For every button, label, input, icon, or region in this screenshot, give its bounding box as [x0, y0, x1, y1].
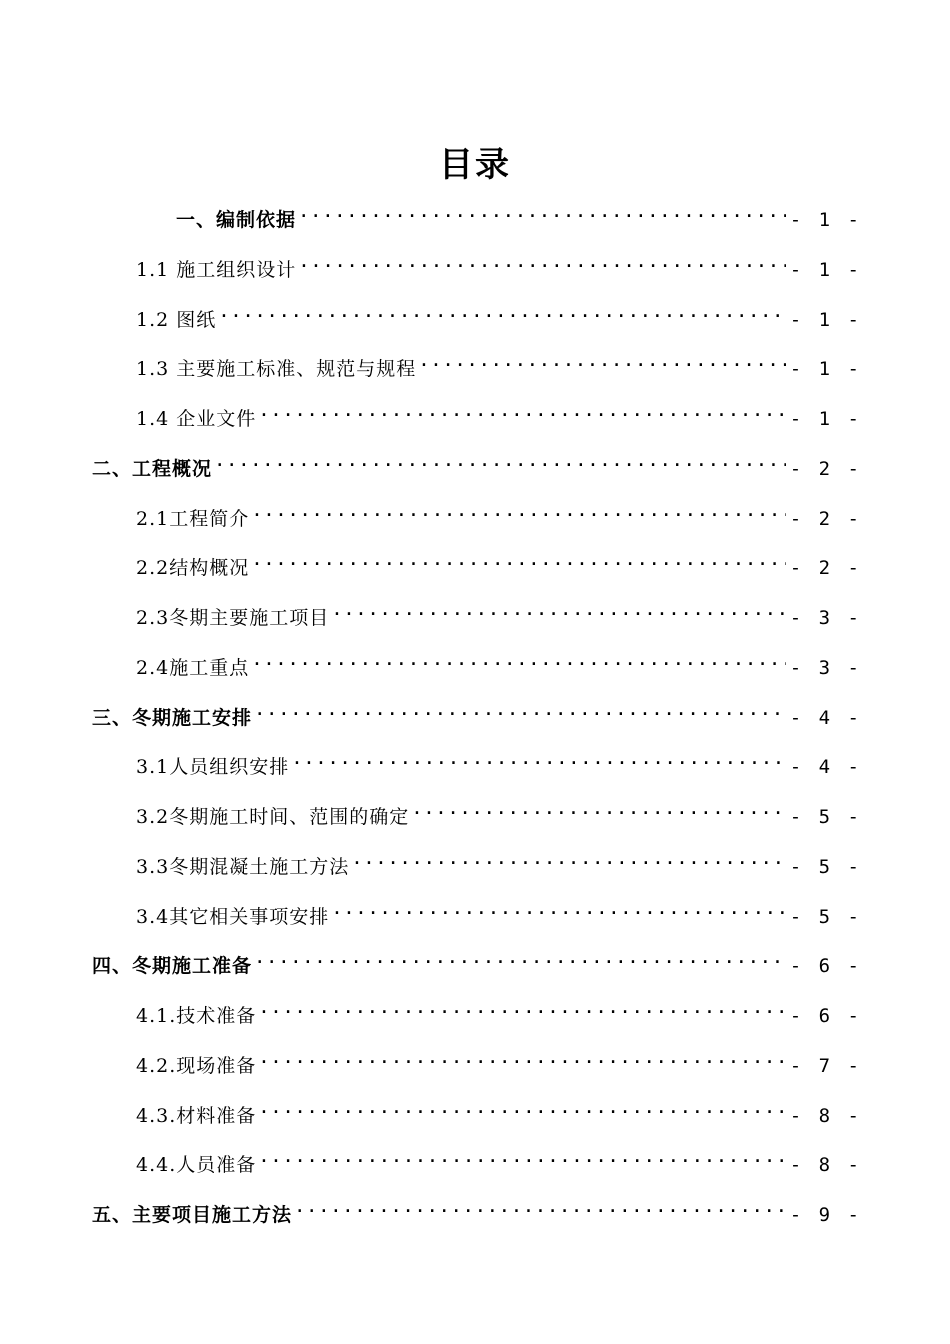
toc-entry-label: 1.1 施工组织设计	[136, 258, 297, 281]
toc-page-number: - 4 -	[789, 756, 862, 779]
toc-entry-label: 4.4.人员准备	[136, 1154, 257, 1177]
toc-entry-label: 3.2冬期施工时间、范围的确定	[136, 806, 410, 828]
toc-page-number: - 5 -	[789, 806, 862, 828]
toc-subsection-entry[interactable]	[136, 992, 862, 1027]
toc-dot-leader	[329, 893, 786, 923]
toc-subsection-entry[interactable]	[136, 345, 862, 381]
toc-entry-label: 4.1.技术准备	[136, 1005, 257, 1027]
toc-dot-leader	[256, 1092, 786, 1122]
toc-page-number: - 1 -	[789, 308, 862, 331]
toc-dot-leader	[296, 246, 786, 276]
toc-entry-label: 1.4 企业文件	[136, 408, 257, 430]
toc-subsection-entry[interactable]	[136, 296, 862, 331]
toc-dot-leader	[416, 345, 786, 375]
toc-page-number: - 2 -	[789, 507, 862, 530]
toc-entry-label: 三、冬期施工安排	[92, 706, 253, 729]
toc-dot-leader	[249, 495, 786, 525]
toc-dot-leader	[349, 843, 786, 873]
toc-page-number: - 6 -	[789, 1005, 862, 1027]
toc-subsection-entry[interactable]	[136, 395, 862, 430]
toc-dot-leader	[289, 743, 786, 773]
toc-subsection-entry[interactable]	[136, 1042, 862, 1077]
toc-subsection-entry[interactable]	[136, 843, 862, 878]
toc-subsection-entry[interactable]	[136, 246, 862, 281]
toc-dot-leader	[249, 544, 786, 574]
toc-entry-label: 2.1工程简介	[136, 507, 250, 530]
toc-dot-leader	[256, 1141, 786, 1171]
toc-dot-leader	[252, 694, 786, 724]
toc-dot-leader	[216, 296, 786, 326]
toc-section-entry[interactable]	[92, 1191, 862, 1226]
toc-entry-label: 4.2.现场准备	[136, 1054, 257, 1077]
toc-entry-label: 1.3 主要施工标准、规范与规程	[136, 358, 417, 381]
toc-entry-label: 2.3冬期主要施工项目	[136, 607, 330, 629]
toc-entry-label: 3.4其它相关事项安排	[136, 905, 330, 928]
toc-subsection-entry[interactable]	[136, 743, 862, 779]
toc-subsection-entry[interactable]	[136, 644, 862, 679]
toc-page-number: - 8 -	[789, 1154, 862, 1177]
toc-title: 目录	[439, 145, 511, 185]
toc-page-number: - 7 -	[789, 1054, 862, 1077]
toc-dot-leader	[249, 644, 786, 674]
toc-subsection-entry[interactable]	[136, 1141, 862, 1177]
toc-subsection-entry[interactable]	[136, 594, 862, 629]
toc-entry-label: 1.2 图纸	[136, 308, 217, 331]
toc-page-number: - 9 -	[789, 1204, 862, 1226]
toc-page-number: - 6 -	[789, 955, 862, 978]
toc-dot-leader	[256, 992, 786, 1022]
toc-entry-label: 3.3冬期混凝土施工方法	[136, 855, 350, 878]
toc-page-number: - 8 -	[789, 1104, 862, 1127]
toc-entry-label: 3.1人员组织安排	[136, 756, 290, 779]
toc-page-number: - 2 -	[789, 557, 862, 580]
toc-dot-leader	[409, 793, 786, 823]
toc-page-number: - 3 -	[789, 656, 862, 679]
toc-section-entry[interactable]	[92, 694, 862, 729]
toc-entry-label: 五、主要项目施工方法	[92, 1204, 293, 1226]
toc-section-entry[interactable]	[92, 445, 862, 480]
toc-page-number: - 1 -	[789, 209, 862, 231]
toc-section-entry[interactable]	[92, 942, 862, 978]
toc-subsection-entry[interactable]	[136, 544, 862, 580]
toc-entry-label: 一、编制依据	[176, 209, 297, 231]
toc-subsection-entry[interactable]	[136, 495, 862, 530]
toc-page-number: - 2 -	[789, 457, 862, 480]
toc-page-number: - 4 -	[789, 706, 862, 729]
toc-page-number: - 5 -	[789, 905, 862, 928]
toc-dot-leader	[292, 1191, 786, 1221]
toc-dot-leader	[296, 196, 786, 226]
toc-section-entry[interactable]	[176, 196, 862, 231]
toc-entry-label: 2.2结构概况	[136, 557, 250, 580]
toc-subsection-entry[interactable]	[136, 1092, 862, 1127]
toc-page-number: - 1 -	[789, 408, 862, 430]
toc-entry-label: 2.4施工重点	[136, 656, 250, 679]
toc-dot-leader	[256, 395, 786, 425]
toc-entry-label: 4.3.材料准备	[136, 1104, 257, 1127]
toc-dot-leader	[256, 1042, 786, 1072]
toc-dot-leader	[329, 594, 786, 624]
toc-page-number: - 3 -	[789, 607, 862, 629]
toc-page-number: - 5 -	[789, 855, 862, 878]
toc-entry-label: 二、工程概况	[92, 457, 213, 480]
toc-page-number: - 1 -	[789, 258, 862, 281]
toc-subsection-entry[interactable]	[136, 893, 862, 928]
toc-subsection-entry[interactable]	[136, 793, 862, 828]
toc-entry-label: 四、冬期施工准备	[92, 955, 253, 978]
toc-dot-leader	[212, 445, 786, 475]
toc-page-number: - 1 -	[789, 358, 862, 381]
toc-dot-leader	[252, 942, 786, 972]
